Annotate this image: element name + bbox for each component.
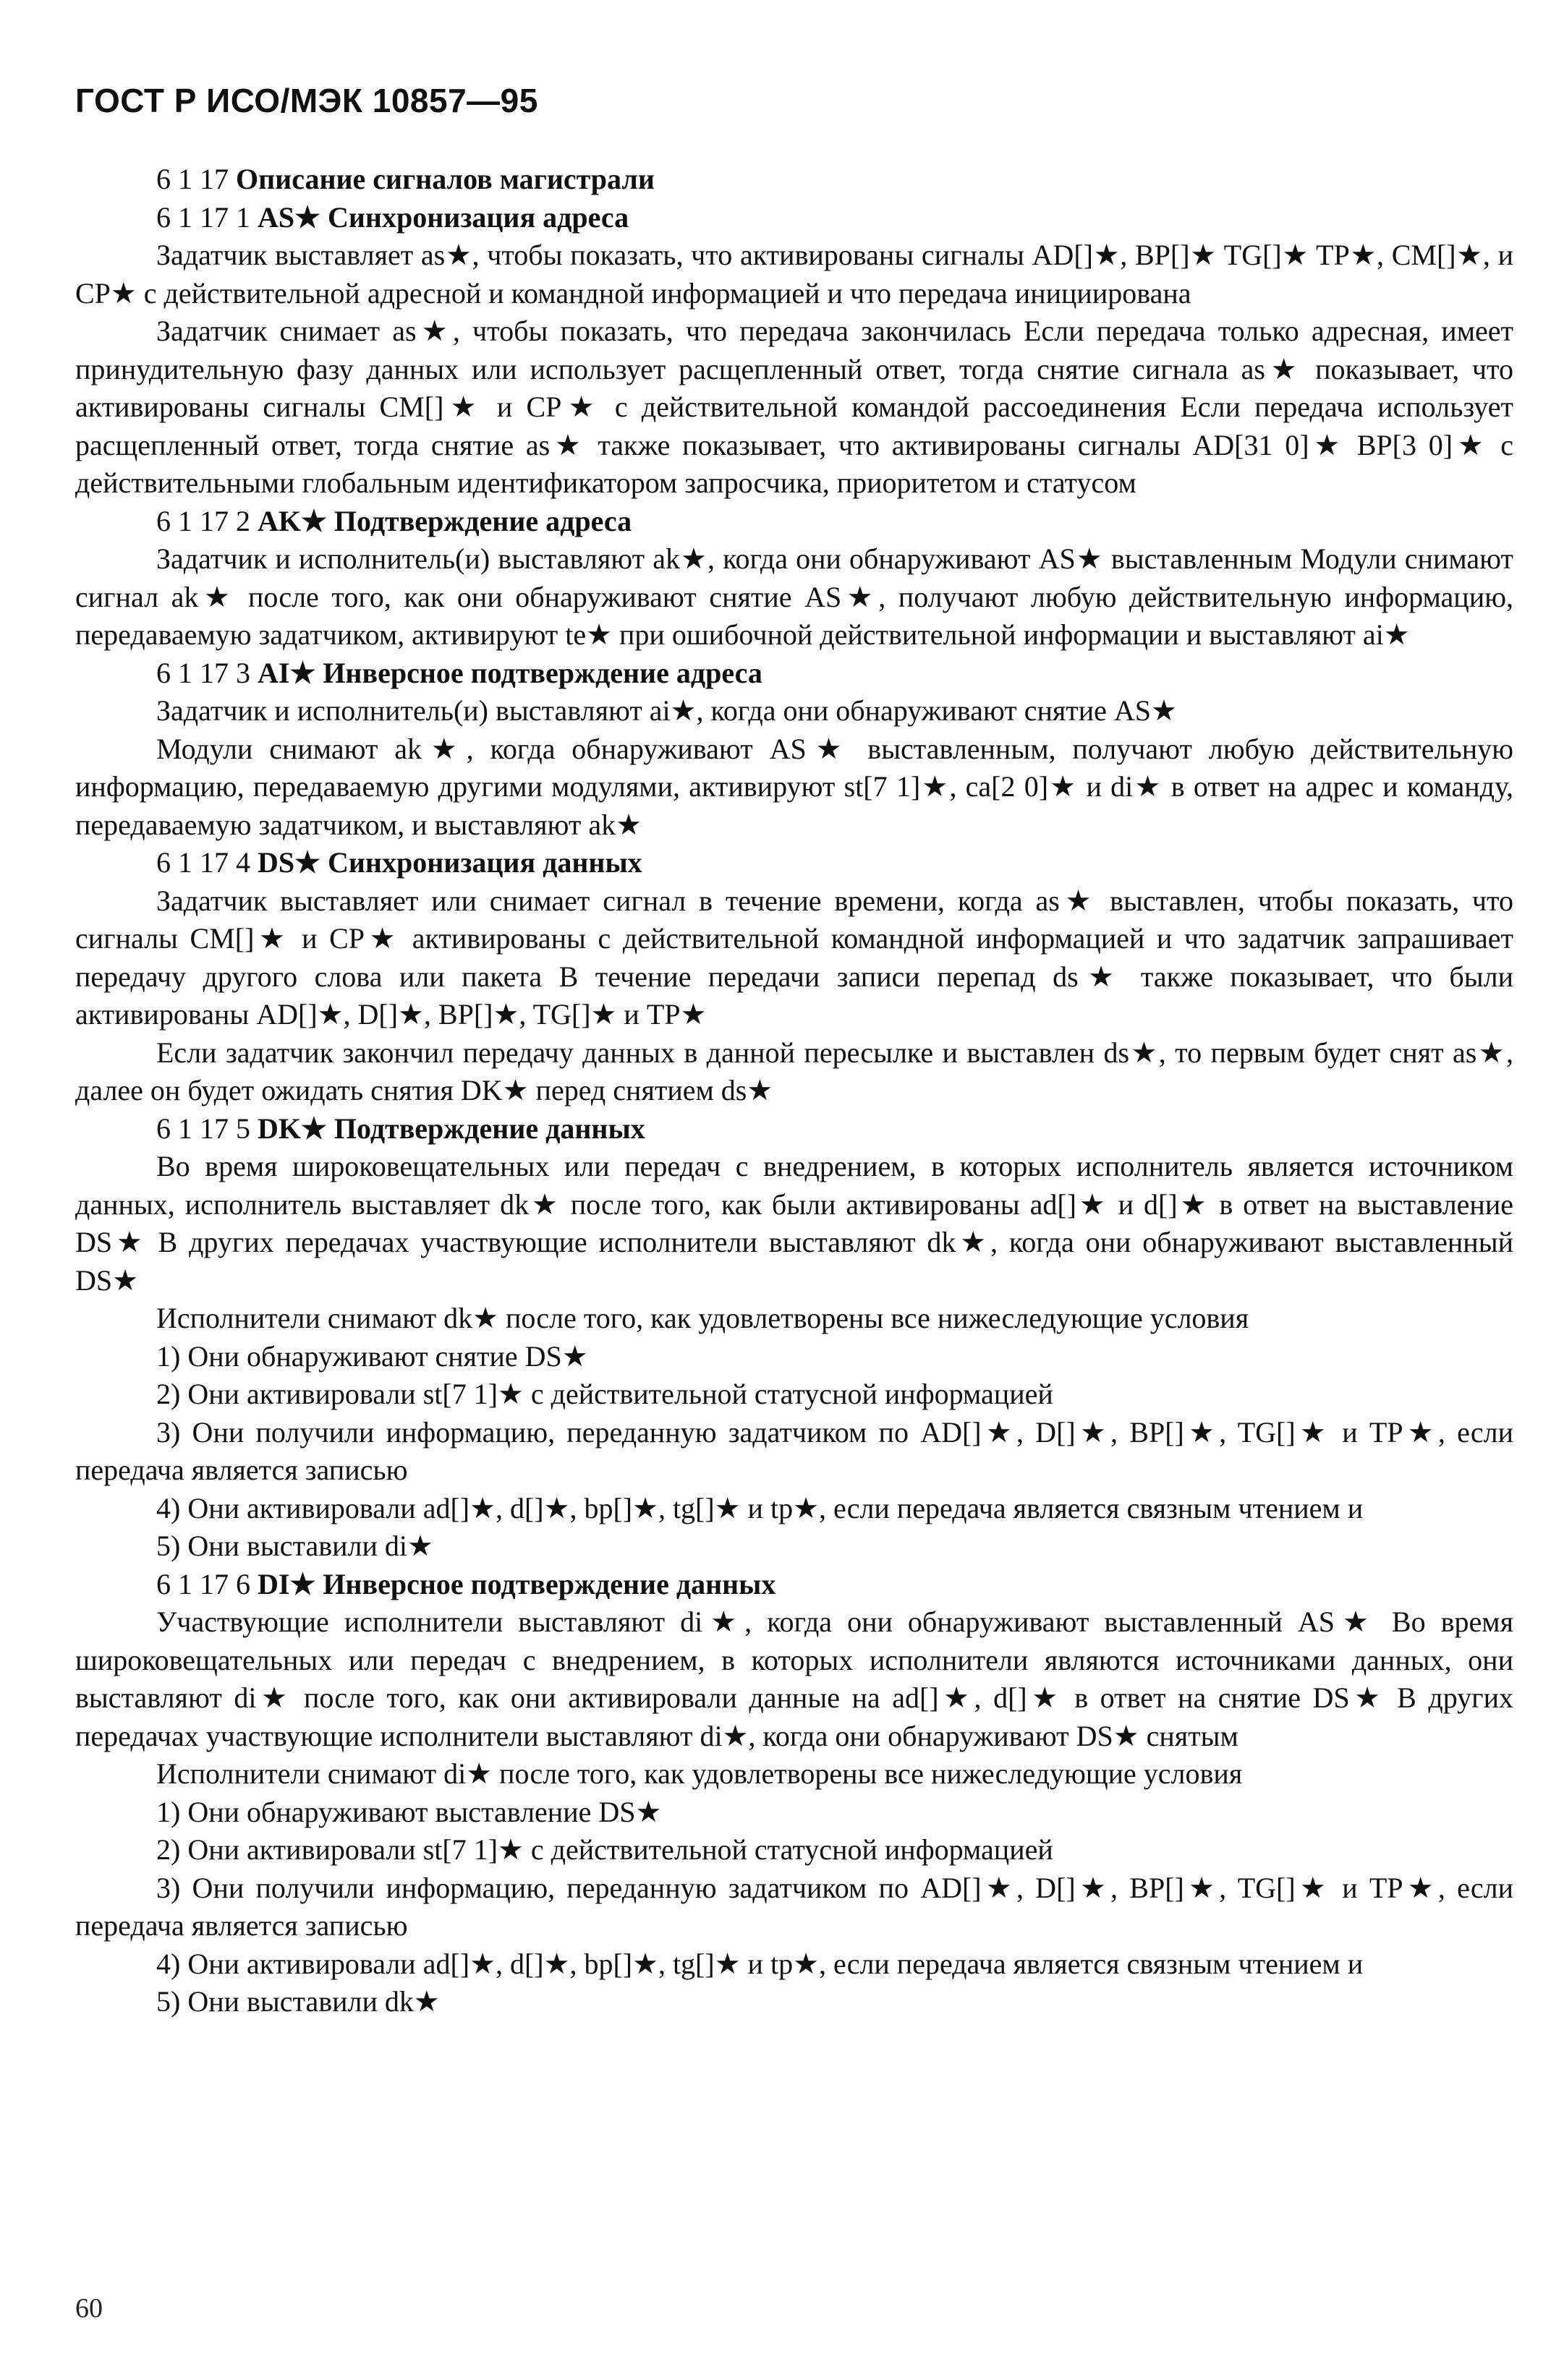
section-heading xyxy=(75,503,1513,541)
section-heading xyxy=(75,161,1513,199)
paragraph: 3) Они получили информацию, переданную задатчиком по AD[]★, D[]★, BP[]★, TG[]★ и TP★, если передача является записью xyxy=(75,1415,1513,1486)
paragraph: 3) Они получили информацию, переданную задатчиком по AD[]★, D[]★, BP[]★, TG[]★ и TP★, если передача является записью xyxy=(75,1871,1513,1942)
section-number: 6 1 17 xyxy=(156,163,229,195)
paragraph: 2) Они активировали st[7 1]★ с действительной статусной информацией xyxy=(156,1833,1053,1866)
section-number: 6 1 17 6 xyxy=(156,1567,250,1600)
paragraph: Во время широковещательных или передач с внедрением, в которых исполнитель является источником данных, исполнитель выставляет dk★ после того, как были активированы ad[]★ и d[]★ в ответ на выставление DS★ В других передачах участвующие исполнители выставляют dk★, когда они обнаруживают выставленный DS★ xyxy=(75,1150,1513,1297)
paragraph: Задатчик выставляет или снимает сигнал в течение времени, когда as★ выставлен, чтобы показать, что сигналы CM[]★ и CP★ активированы с действительной командной информацией и что задатчик запрашивает передачу другого слова или пакета В течение передачи записи перепад ds★ также показывает, что были активированы AD[]★, D[]★, BP[]★, TG[]★ и TP★ xyxy=(75,884,1513,1031)
section-title: DK★ Подтверждение данных xyxy=(258,1112,645,1145)
section-heading xyxy=(75,844,1513,882)
paragraph: 4) Они активировали ad[]★, d[]★, bp[]★, tg[]★ и tp★, если передача является связным чтением и xyxy=(156,1491,1364,1524)
section-number: 6 1 17 5 xyxy=(156,1112,250,1145)
document-body xyxy=(75,161,1513,2021)
section-title: AI★ Инверсное подтверждение адреса xyxy=(258,656,762,689)
section-number: 6 1 17 3 xyxy=(156,656,250,689)
section-title: DI★ Инверсное подтверждение данных xyxy=(258,1567,776,1600)
paragraph: Задатчик выставляет as★, чтобы показать, что активированы сигналы AD[]★, BP[]★ TG[]★ TP★, CM[]★, и CP★ с действительной адресной и командной информацией и что передача инициирована xyxy=(75,239,1513,310)
section-heading xyxy=(75,1566,1513,1604)
section-title: DS★ Синхронизация данных xyxy=(258,846,642,879)
paragraph: 1) Они обнаруживают выставление DS★ xyxy=(156,1795,662,1828)
section-number: 6 1 17 1 xyxy=(156,200,250,234)
paragraph: 4) Они активировали ad[]★, d[]★, bp[]★, tg[]★ и tp★, если передача является связным чтением и xyxy=(156,1947,1364,1980)
paragraph: 5) Они выставили di★ xyxy=(156,1530,433,1562)
section-title: AK★ Подтверждение адреса xyxy=(258,504,632,537)
paragraph: 5) Они выставили dk★ xyxy=(156,1985,440,2018)
paragraph: Участвующие исполнители выставляют di★, когда они обнаруживают выставленный AS★ Во время широковещательных или передач с внедрением, в которых исполнители являются источниками данных, они выставляют di★ после того, как они активировали данные на ad[]★, d[]★ в ответ на снятие DS★ В других передачах участвующие исполнители выставляют di★, когда они обнаруживают DS★ снятым xyxy=(75,1605,1513,1752)
section-heading xyxy=(75,199,1513,237)
section-heading xyxy=(75,654,1513,693)
paragraph: Исполнители снимают di★ после того, как удовлетворены все нижеследующие условия xyxy=(156,1757,1243,1790)
section-number: 6 1 17 2 xyxy=(156,504,250,537)
section-number: 6 1 17 4 xyxy=(156,846,250,879)
paragraph: Задатчик снимает as★, чтобы показать, что передача закончилась Если передача только адресная, имеет принудительную фазу данных или использует расщепленный ответ, тогда снятие сигнала as★ показывает, что активированы сигналы CM[]★ и CP★ с действительной командой рассоединения Если передача использует расщепленный ответ, тогда снятие as★ также показывает, что активированы сигналы AD[31 0]★ BP[3 0]★ с действительными глобальным идентификатором запросчика, приоритетом и статусом xyxy=(75,315,1514,499)
paragraph: Задатчик и исполнитель(и) выставляют ai★, когда они обнаруживают снятие AS★ xyxy=(156,694,1177,727)
paragraph: Исполнители снимают dk★ после того, как удовлетворены все нижеследующие условия xyxy=(156,1302,1249,1334)
paragraph: 2) Они активировали st[7 1]★ с действительной статусной информацией xyxy=(156,1378,1053,1410)
paragraph: Если задатчик закончил передачу данных в данной пересылке и выставлен ds★, то первым будет снят as★, далее он будет ожидать снятия DK★ перед снятием ds★ xyxy=(75,1036,1513,1106)
paragraph: Задатчик и исполнитель(и) выставляют ak★, когда они обнаруживают AS★ выставленным Модули снимают сигнал ak★ после того, как они обнаруживают снятие AS★, получают любую действительную информацию, передаваемую задатчиком, активируют te★ при ошибочной действительной информации и выставляют ai★ xyxy=(75,542,1513,651)
section-heading xyxy=(75,1110,1513,1148)
section-title: AS★ Синхронизация адреса xyxy=(258,200,629,234)
paragraph: Модули снимают ak★, когда обнаруживают AS★ выставленным, получают любую действительную информацию, передаваемую другими модулями, активируют st[7 1]★, ca[2 0]★ и di★ в ответ на адрес и команду, передаваемую задатчиком, и выставляют ak★ xyxy=(75,732,1513,841)
page-number: 60 xyxy=(75,2293,103,2324)
document-header: ГОСТ Р ИСО/МЭК 10857—95 xyxy=(75,82,538,119)
paragraph: 1) Они обнаруживают снятие DS★ xyxy=(156,1339,588,1373)
section-title: Описание сигналов магистрали xyxy=(236,163,655,195)
